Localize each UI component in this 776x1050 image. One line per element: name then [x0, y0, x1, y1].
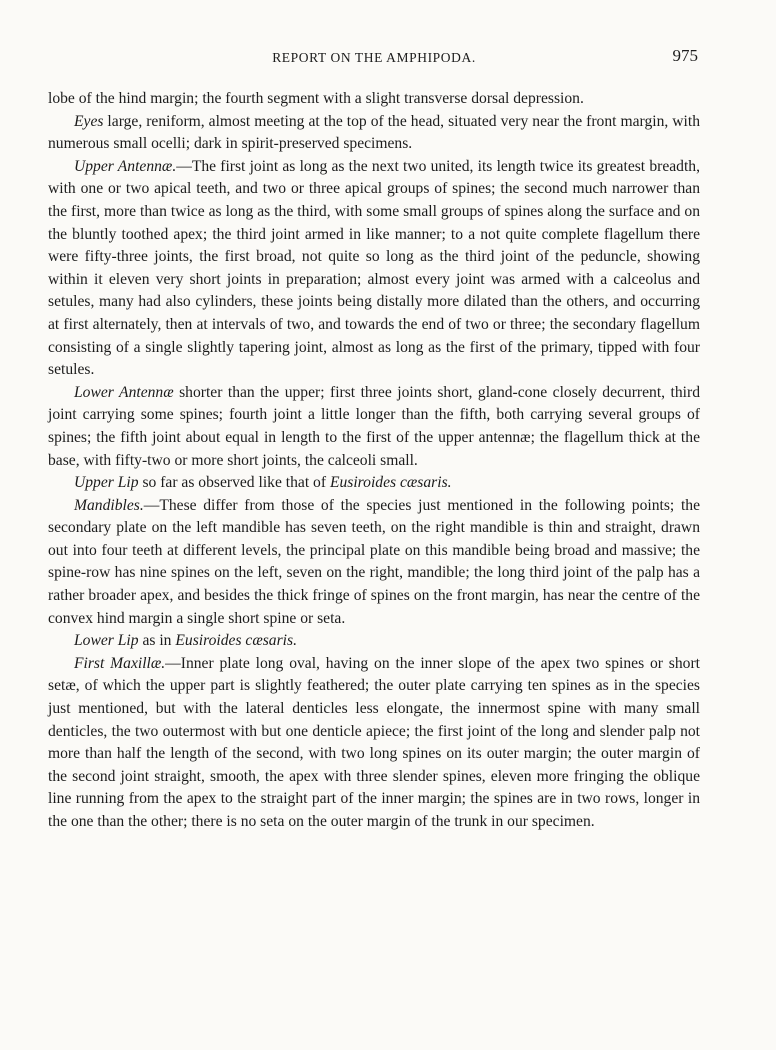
paragraph-label: Upper Lip: [74, 474, 139, 492]
paragraph-label: First Maxillæ.: [74, 654, 166, 672]
paragraph-upper-antennae: [48, 156, 700, 382]
paragraph-mandibles: [48, 495, 700, 631]
page-number: 975: [672, 46, 698, 65]
paragraph-continuation: [48, 88, 700, 111]
page-header: [48, 46, 700, 76]
page: [48, 46, 700, 834]
species-name: Eusiroides cæsaris.: [175, 632, 297, 650]
paragraph-text: shorter than the upper; first three joints short, gland-cone closely decurrent, third joint carrying some spines; fourth joint a little longer than the fifth, both carrying several groups of spines; the fifth joint about equal in length to the first of the upper antennæ; the flagellum thick at the base, with fifty-two or more short joints, the calceoli small.: [48, 383, 700, 469]
paragraph-text: large, reniform, almost meeting at the top of the head, situated very near the front margin, with numerous small ocelli; dark in spirit-preserved specimens.: [48, 112, 700, 153]
paragraph-label: Upper Antennæ.: [74, 157, 177, 175]
paragraph-lower-antennae: [48, 382, 700, 472]
paragraph-label: Lower Antennæ: [74, 383, 174, 401]
paragraph-text: so far as observed like that of: [138, 474, 330, 492]
running-head: REPORT ON THE AMPHIPODA.: [272, 50, 476, 65]
paragraph-first-maxillae: [48, 653, 700, 834]
paragraph-text: —These differ from those of the species just mentioned in the following points; the secondary plate on the left mandible has seven teeth, on the right mandible is thin and straight, drawn out into four teeth at different levels, the principal plate on this mandible being broad and massive; the spine-row has nine spines on the left, seven on the right, mandible; the long third joint of the palp has a rather broader apex, and besides the thick fringe of spines on the front margin, has near the centre of the convex hind margin a single short spine or seta.: [48, 496, 700, 627]
paragraph-upper-lip: [48, 472, 700, 495]
paragraph-text: —The first joint as long as the next two united, its length twice its greatest breadth, with one or two apical teeth, and two or three apical groups of spines; the second much narrower than the first, more than twice as long as the third, with some small groups of spines along the surface and on the bluntly toothed apex; the third joint armed in like manner; to a not quite complete flagellum there were fifty-three joints, the first broad, not quite so long as the third joint of the peduncle, showing within it eleven very short joints in preparation; almost every joint was armed with a calceolus and setules, many had also cylinders, these joints being distally more dilated than the others, and occurring at first alternately, then at intervals of two, and towards the end of two or three; the secondary flagellum consisting of a single slightly tapering joint, almost as long as the first of the primary, tipped with four setules.: [48, 157, 700, 379]
paragraph-text: as in: [138, 632, 176, 650]
body-text: [48, 88, 700, 834]
paragraph-lower-lip: [48, 630, 700, 653]
paragraph-text: —Inner plate long oval, having on the inner slope of the apex two spines or short setæ, of which the upper part is slightly feathered; the outer plate carrying ten spines as in the species just mentioned, but with the lateral denticles less elongate, the innermost spine with many small denticles, the two outermost with but one denticle apiece; the first joint of the long and slender palp not more than half the length of the second, with two long spines on its outer margin; the outer margin of the second joint straight, smooth, the apex with three slender spines, eleven more fringing the oblique line running from the apex to the straight part of the inner margin; the spines are in two rows, longer in the one than the other; there is no seta on the outer margin of the trunk in our specimen.: [48, 654, 700, 830]
paragraph-label: Eyes: [74, 112, 104, 130]
paragraph-text: lobe of the hind margin; the fourth segment with a slight transverse dorsal depression.: [48, 90, 584, 107]
paragraph-label: Mandibles.: [74, 496, 144, 514]
paragraph-label: Lower Lip: [74, 632, 139, 650]
species-name: Eusiroides cæsaris.: [329, 474, 452, 492]
paragraph-eyes: [48, 111, 700, 156]
